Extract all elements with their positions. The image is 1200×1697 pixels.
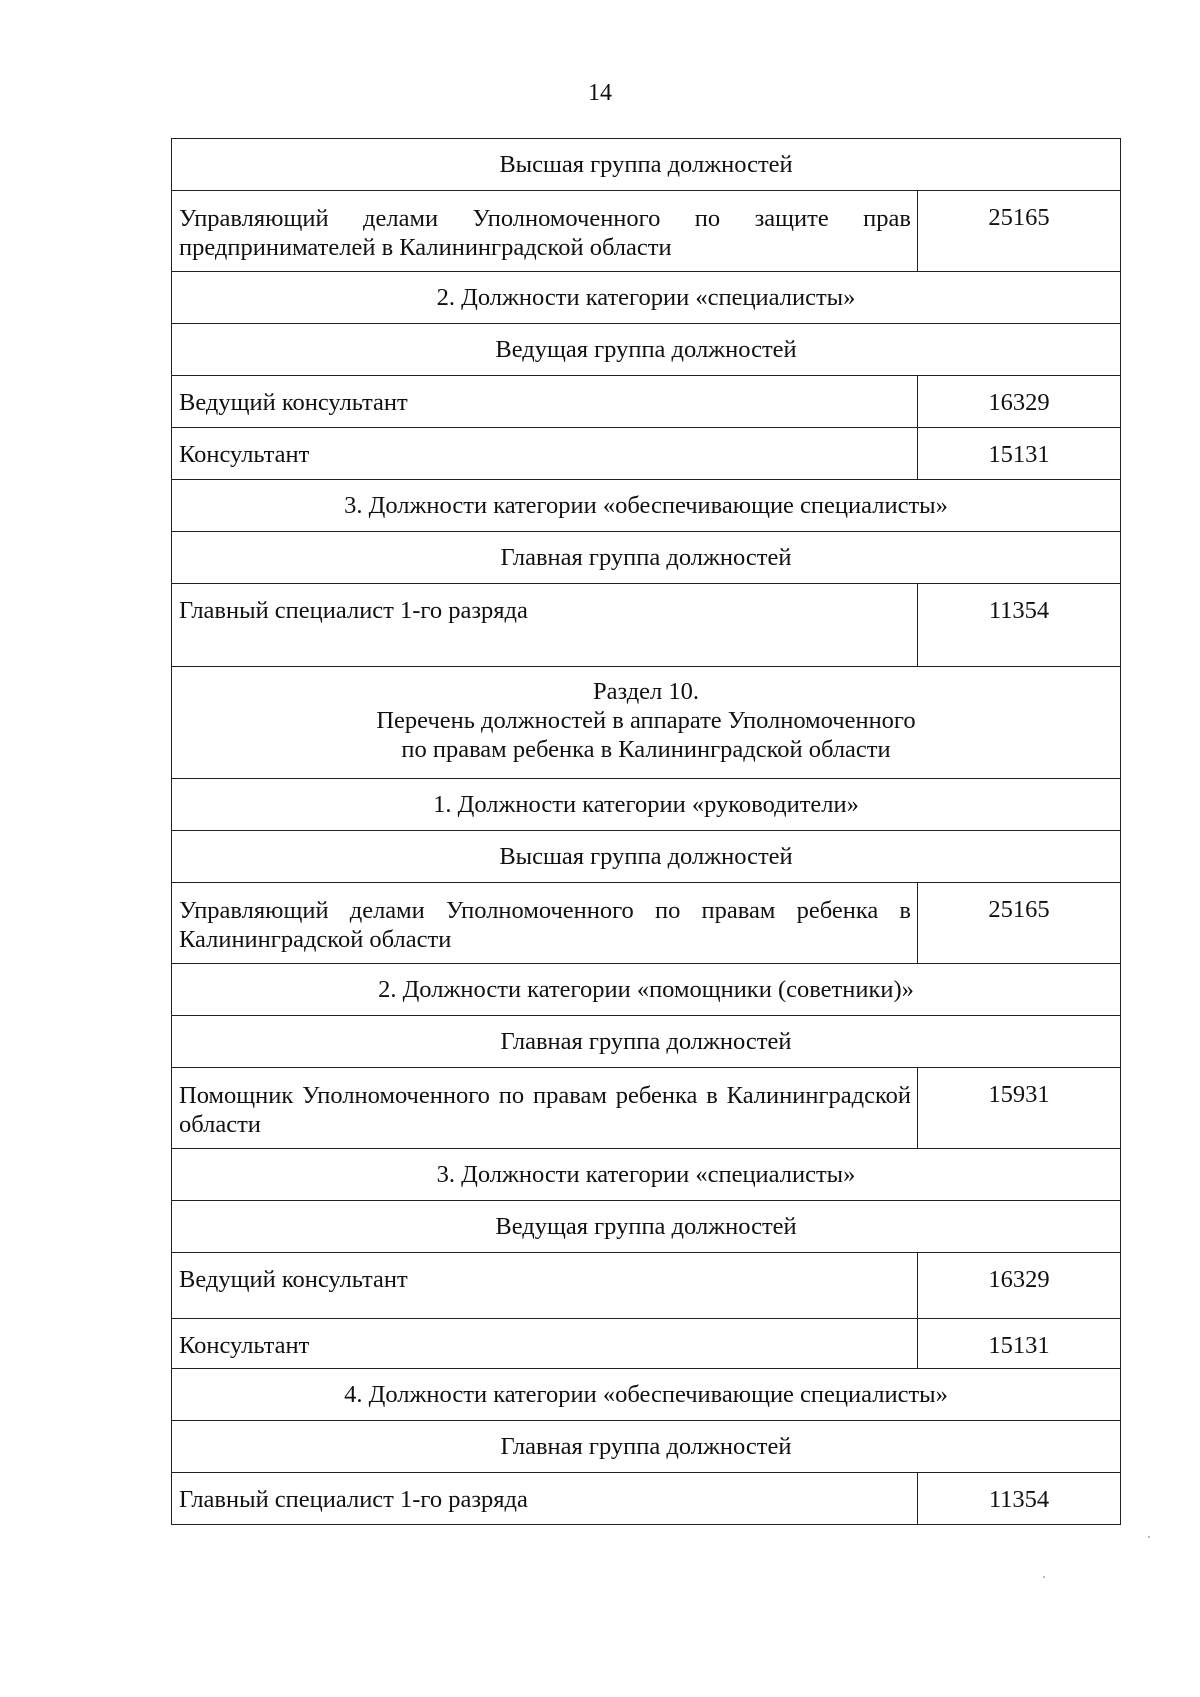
category-header: 4. Должности категории «обеспечивающие специалисты» [172,1369,1121,1421]
group-header: Главная группа должностей [172,1016,1121,1068]
position-name: Консультант [172,1319,918,1369]
group-header: Высшая группа должностей [172,139,1121,191]
position-name: Главный специалист 1-го разряда [172,584,918,667]
page-number: 14 [588,80,612,106]
position-value: 16329 [918,376,1121,428]
group-header: Ведущая группа должностей [172,324,1121,376]
position-value: 16329 [918,1253,1121,1319]
scan-speck [1148,1536,1150,1538]
position-name: Ведущий консультант [172,376,918,428]
scan-speck [1043,1576,1045,1578]
group-header: Ведущая группа должностей [172,1201,1121,1253]
position-value: 11354 [918,1473,1121,1525]
category-header: 1. Должности категории «руководители» [172,779,1121,831]
position-name: Консультант [172,428,918,480]
section-number: Раздел 10. [592,678,700,705]
position-name: Главный специалист 1-го разряда [172,1473,918,1525]
section-title-line: Перечень должностей в аппарате Уполномоченного [376,707,916,734]
position-value: 11354 [918,584,1121,667]
position-value: 25165 [918,191,1121,272]
group-header: Главная группа должностей [172,532,1121,584]
group-header: Высшая группа должностей [172,831,1121,883]
category-header: 3. Должности категории «специалисты» [172,1149,1121,1201]
position-value: 15931 [918,1068,1121,1149]
section-title-line: по правам ребенка в Калининградской области [401,736,891,763]
category-header: 3. Должности категории «обеспечивающие специалисты» [172,480,1121,532]
section-title [172,667,1121,779]
position-value: 25165 [918,883,1121,964]
positions-table [171,138,1121,1525]
category-header: 2. Должности категории «помощники (советники)» [172,964,1121,1016]
position-name: Управляющий делами Уполномоченного по защите прав предпринимателей в Калининградской области [172,191,918,272]
position-name: Помощник Уполномоченного по правам ребенка в Калининградской области [172,1068,918,1149]
group-header: Главная группа должностей [172,1421,1121,1473]
position-value: 15131 [918,428,1121,480]
position-name: Управляющий делами Уполномоченного по правам ребенка в Калининградской области [172,883,918,964]
category-header: 2. Должности категории «специалисты» [172,272,1121,324]
position-name: Ведущий консультант [172,1253,918,1319]
position-value: 15131 [918,1319,1121,1369]
